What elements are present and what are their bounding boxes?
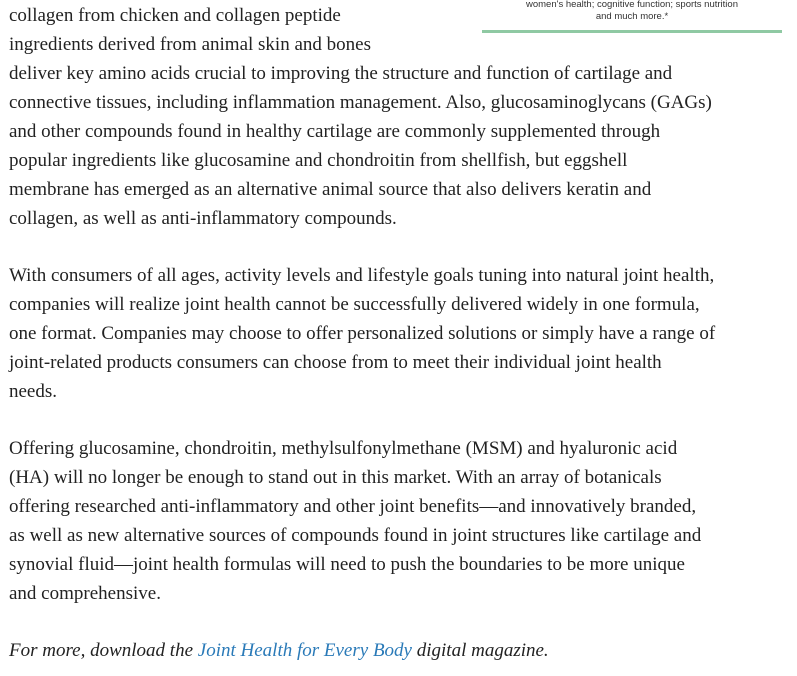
text-line: offering researched anti-inflammatory and other joint benefits—and innovatively branded, <box>9 496 697 517</box>
sidebar-text-line: and much more.* <box>595 11 669 22</box>
text-line: deliver key amino acids crucial to improving the structure and function of cartilage and <box>9 63 673 84</box>
text-line: With consumers of all ages, activity levels and lifestyle goals tuning into natural joint health, <box>9 265 715 286</box>
text-line: and comprehensive. <box>9 583 161 604</box>
text-line: collagen, as well as anti-inflammatory compounds. <box>9 208 397 229</box>
text-line: Offering glucosamine, chondroitin, methylsulfonylmethane (MSM) and hyaluronic acid <box>9 438 678 459</box>
text-line: joint-related products consumers can choose from to meet their individual joint health <box>9 352 662 373</box>
cta-prefix: For more, download the <box>9 640 198 661</box>
download-cta <box>9 636 549 665</box>
text-line: ingredients derived from animal skin and bones <box>9 34 371 55</box>
sidebar-callout <box>482 0 782 33</box>
magazine-download-link[interactable]: Joint Health for Every Body <box>197 640 412 661</box>
text-line: (HA) will no longer be enough to stand out in this market. With an array of botanicals <box>9 467 662 488</box>
sidebar-text-line: women's health; cognitive function; sports nutrition <box>526 0 738 10</box>
text-line: synovial fluid—joint health formulas will need to push the boundaries to be more unique <box>9 554 685 575</box>
text-line: companies will realize joint health cannot be successfully delivered widely in one formula, <box>9 294 700 315</box>
text-line: popular ingredients like glucosamine and chondroitin from shellfish, but eggshell <box>9 150 628 171</box>
text-line: connective tissues, including inflammation management. Also, glucosaminoglycans (GAGs) <box>9 92 712 113</box>
text-line: one format. Companies may choose to offer personalized solutions or simply have a range of <box>9 323 716 344</box>
cta-suffix: digital magazine. <box>411 640 549 661</box>
text-line: needs. <box>9 381 58 402</box>
text-line: membrane has emerged as an alternative animal source that also delivers keratin and <box>9 179 652 200</box>
text-line: and other compounds found in healthy cartilage are commonly supplemented through <box>9 121 661 142</box>
text-line: collagen from chicken and collagen peptide <box>9 5 341 26</box>
text-line: as well as new alternative sources of compounds found in joint structures like cartilage and <box>9 525 702 546</box>
